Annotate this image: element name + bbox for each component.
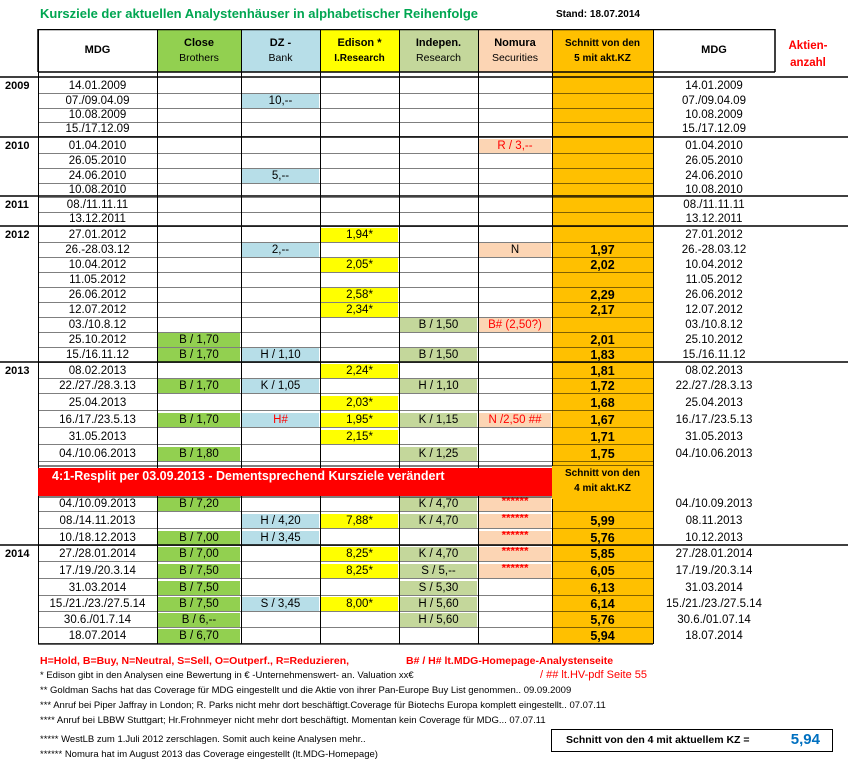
table-grid (0, 29, 848, 649)
rating-cell: B# (2,50?) (479, 318, 551, 332)
year-label: 2010 (5, 140, 30, 152)
rating-cell: 2,24* (321, 364, 398, 378)
year-label: 2011 (5, 199, 29, 211)
rating-cell: 6,14 (553, 597, 652, 611)
date-cell: 01.04.2010 (685, 140, 743, 152)
rating-cell: K / 4,70 (400, 497, 477, 511)
date-cell: 08.11.2013 (685, 515, 743, 527)
rating-cell: S / 5,30 (400, 581, 477, 595)
rating-cell: B / 1,70 (158, 413, 240, 427)
col-header-line1: Close (184, 36, 214, 49)
legend-nomura-note: ****** Nomura hat im August 2013 das Coverage eingestellt (lt.MDG-Homepage) (40, 749, 378, 760)
rating-cell: ****** (479, 514, 551, 528)
banner-avg-line2: 4 mit akt.KZ (574, 483, 631, 494)
rating-cell: H / 5,60 (400, 613, 477, 627)
date-cell: 10.08.2009 (68, 109, 127, 121)
rating-cell: 6,13 (553, 581, 652, 595)
rating-cell: B / 6,70 (158, 629, 240, 643)
date-cell: 07./09.04.09 (65, 95, 130, 107)
col-header-line2: 5 mit akt.KZ (574, 52, 631, 64)
banner-avg-label (552, 466, 653, 499)
date-cell: 16./17./23.5.13 (59, 414, 136, 426)
rating-cell: 5,94 (553, 629, 652, 643)
date-cell: 31.05.2013 (68, 431, 127, 443)
rating-cell: ****** (479, 531, 551, 545)
rating-cell: ****** (479, 547, 551, 561)
date-cell: 18.07.2014 (685, 630, 743, 642)
date-cell: 25.10.2012 (68, 334, 127, 346)
year-label: 2012 (5, 229, 30, 241)
date-cell: 10.04.2012 (68, 259, 127, 271)
date-cell: 07./09.04.09 (682, 95, 746, 107)
rating-cell: 5,76 (553, 613, 652, 627)
legend-lbbw-note: **** Anruf bei LBBW Stuttgart; Hr.Frohnmeyer nicht mehr dort beschäftigt. Momentan kein Coverage für MDG... 07.07.11 (40, 715, 546, 726)
date-cell: 11.05.2012 (69, 274, 126, 286)
rating-cell: K / 4,70 (400, 514, 477, 528)
date-cell: 26.-28.03.12 (681, 244, 747, 256)
rating-cell: 2,05* (321, 258, 398, 272)
rating-cell: 1,83 (553, 348, 652, 362)
date-cell: 27./28.01.2014 (59, 548, 136, 560)
aktienanzahl-line2: anzahl (790, 57, 826, 69)
date-cell: 08.02.2013 (68, 365, 127, 377)
date-cell: 15./16.11.12 (65, 349, 130, 361)
col-header-line1: Schnitt von den (565, 37, 640, 49)
date-cell: 10.04.2012 (685, 259, 743, 271)
date-cell: 10./18.12.2013 (59, 532, 136, 544)
date-cell: 12.07.2012 (68, 304, 127, 316)
rating-cell: 2,34* (321, 303, 398, 317)
legend-goldman-note: ** Goldman Sachs hat das Coverage für MDG eingestellt und die Aktie von ihrer Pan-Europe Buy List genommen.. 09.09.2009 (40, 685, 572, 696)
year-label: 2013 (5, 365, 30, 377)
rating-cell: K / 4,70 (400, 547, 477, 561)
summary-value: 5,94 (790, 731, 820, 748)
rating-cell: ****** (479, 564, 551, 578)
rating-cell: 1,94* (321, 228, 398, 242)
aktienanzahl-line1: Aktien- (788, 40, 828, 52)
date-cell: 08.02.2013 (685, 365, 743, 377)
col-header-line2: Bank (268, 51, 293, 64)
col-header-line1: Edison * (337, 36, 382, 49)
date-cell: 26.-28.03.12 (65, 244, 130, 256)
rating-cell: 6,05 (553, 564, 652, 578)
rating-cell: 1,68 (553, 396, 652, 410)
date-cell: 04./10.09.2013 (675, 498, 753, 510)
col-header-line1: MDG (84, 44, 111, 56)
rating-cell: N /2,50 ## (479, 413, 551, 427)
date-cell: 10.08.2010 (685, 184, 743, 196)
rating-cell: R / 3,-- (479, 139, 551, 153)
rating-cell: 2,29 (553, 288, 652, 302)
date-cell: 11.05.2012 (685, 274, 743, 286)
date-cell: 17./19./20.3.14 (675, 565, 753, 577)
col-header-line2: I.Research (334, 52, 385, 64)
date-cell: 04./10.09.2013 (59, 498, 136, 510)
date-cell: 10.08.2010 (68, 184, 127, 196)
date-cell: 15./21./23./27.5.14 (49, 598, 146, 610)
legend-piper-note: *** Anruf bei Piper Jaffray in London; R. Parks nicht mehr dort beschäftigt.Coverage für Biotechs Europa komplett eingestellt.. 07.07.11 (40, 700, 606, 711)
page-title: Kursziele der aktuellen Analystenhäuser in alphabetischer Reihenfolge (40, 6, 479, 21)
rating-cell: 1,71 (553, 430, 652, 444)
rating-cell: K / 1,15 (400, 413, 477, 427)
rating-cell: 1,72 (553, 379, 652, 393)
date-cell: 24.06.2010 (68, 170, 127, 182)
rating-cell: 7,88* (321, 514, 398, 528)
date-cell: 30.6./01.07.14 (677, 614, 751, 626)
date-cell: 24.06.2010 (685, 170, 743, 182)
date-cell: 14.01.2009 (685, 80, 743, 92)
date-cell: 15./17.12.09 (65, 123, 130, 135)
legend-westlb-note: ***** WestLB zum 1.Juli 2012 zerschlagen. Somit auch keine Analysen mehr.. (40, 734, 366, 745)
rating-cell: H# (242, 413, 319, 427)
rating-cell: N (479, 243, 551, 257)
date-cell: 04./10.06.2013 (59, 448, 136, 460)
rating-cell: B / 7,50 (158, 581, 240, 595)
rating-cell: B / 6,-- (158, 613, 240, 627)
col-header-line2: Research (416, 51, 461, 64)
date-cell: 04./10.06.2013 (675, 448, 753, 460)
year-label: 2014 (5, 548, 30, 560)
rating-cell: 2,-- (242, 243, 319, 257)
rating-cell: H / 5,60 (400, 597, 477, 611)
rating-cell: 8,25* (321, 547, 398, 561)
legend-homepage-note: B# / H# lt.MDG-Homepage-Analystenseite (406, 655, 614, 667)
rating-cell: 1,75 (553, 447, 652, 461)
rating-cell: S / 5,-- (400, 564, 477, 578)
date-cell: 03./10.8.12 (685, 319, 743, 331)
date-cell: 13.12.2011 (685, 213, 743, 225)
date-cell: 08./11.11.11 (66, 199, 129, 211)
summary-box (551, 729, 833, 752)
date-cell: 25.04.2013 (685, 397, 743, 409)
date-cell: 03./10.8.12 (68, 319, 127, 331)
date-cell: 10.08.2009 (685, 109, 743, 121)
col-header-line1: MDG (701, 44, 727, 56)
rating-cell: 2,58* (321, 288, 398, 302)
date-cell: 25.04.2013 (68, 397, 127, 409)
rating-cell: B / 1,80 (158, 447, 240, 461)
date-cell: 31.03.2014 (68, 582, 127, 594)
date-cell: 15./17.12.09 (682, 123, 746, 135)
date-cell: 10.12.2013 (685, 532, 743, 544)
rating-cell: B / 1,70 (158, 379, 240, 393)
date-cell: 25.10.2012 (685, 334, 743, 346)
date-cell: 13.12.2011 (69, 213, 126, 225)
col-header-line1: DZ - (269, 36, 292, 49)
rating-cell: K / 1,05 (242, 379, 319, 393)
banner-avg-line1: Schnitt von den (565, 468, 640, 479)
rating-cell: 1,67 (553, 413, 652, 427)
date-cell: 17./19./20.3.14 (59, 565, 136, 577)
date-cell: 22./27./28.3.13 (675, 380, 753, 392)
date-cell: 01.04.2010 (68, 140, 127, 152)
rating-cell: B / 1,70 (158, 333, 240, 347)
rating-cell: H / 1,10 (400, 379, 477, 393)
rating-cell: B / 1,50 (400, 348, 477, 362)
date-cell: 27.01.2012 (68, 229, 127, 241)
rating-cell: 8,25* (321, 564, 398, 578)
date-cell: 16./17./23.5.13 (675, 414, 753, 426)
resplit-banner: 4:1-Resplit per 03.09.2013 - Dementsprechend Kursziele verändert (38, 468, 552, 496)
date-cell: 08./11.11.11 (683, 199, 745, 211)
date-cell: 26.06.2012 (68, 289, 127, 301)
summary-label: Schnitt von den 4 mit aktuellem KZ = (566, 734, 750, 746)
col-header-line2: Securities (491, 51, 539, 64)
date-cell: 22./27./28.3.13 (59, 380, 136, 392)
rating-cell: B / 1,70 (158, 348, 240, 362)
rating-cell: H / 4,20 (242, 514, 319, 528)
date-cell: 31.03.2014 (685, 582, 743, 594)
rating-cell: 5,76 (553, 531, 652, 545)
rating-cell: 5,-- (242, 169, 319, 183)
rating-cell: 2,03* (321, 396, 398, 410)
rating-cell: H / 1,10 (242, 348, 319, 362)
rating-cell: B / 7,50 (158, 564, 240, 578)
rating-cell: 1,95* (321, 413, 398, 427)
date-cell: 30.6./01.7.14 (63, 614, 132, 626)
rating-cell: 8,00* (321, 597, 398, 611)
date-cell: 12.07.2012 (685, 304, 743, 316)
date-cell: 31.05.2013 (685, 431, 743, 443)
date-cell: 26.06.2012 (685, 289, 743, 301)
rating-cell: H / 3,45 (242, 531, 319, 545)
rating-cell: 2,01 (553, 333, 652, 347)
date-cell: 27.01.2012 (685, 229, 743, 241)
date-cell: 27./28.01.2014 (675, 548, 753, 560)
rating-cell: B / 7,50 (158, 597, 240, 611)
date-cell: 18.07.2014 (68, 630, 127, 642)
date-cell: 15./21./23./27.5.14 (666, 598, 762, 610)
stand-date: Stand: 18.07.2014 (556, 9, 640, 20)
date-cell: 26.05.2010 (68, 155, 127, 167)
rating-cell: 1,81 (553, 364, 652, 378)
date-cell: 14.01.2009 (68, 80, 127, 92)
legend-hv-note: / ## lt.HV-pdf Seite 55 (540, 669, 648, 681)
rating-cell: S / 3,45 (242, 597, 319, 611)
legend-edison-note: * Edison gibt in den Analysen eine Bewertung in € -Unternehmenswert- an. Valuation xx€ (40, 670, 414, 681)
rating-cell: 2,17 (553, 303, 652, 317)
rating-cell: 5,99 (553, 514, 652, 528)
date-cell: 08./14.11.2013 (59, 515, 136, 527)
col-header-line1: Indepen. (415, 36, 462, 49)
legend-abbreviations: H=Hold, B=Buy, N=Neutral, S=Sell, O=Outperf., R=Reduzieren, (40, 655, 350, 667)
rating-cell: B / 7,00 (158, 531, 240, 545)
rating-cell: ****** (479, 497, 551, 511)
rating-cell: 1,97 (553, 243, 652, 257)
rating-cell: B / 7,00 (158, 547, 240, 561)
rating-cell: 2,15* (321, 430, 398, 444)
rating-cell: 5,85 (553, 547, 652, 561)
rating-cell: K / 1,25 (400, 447, 477, 461)
date-cell: 15./16.11.12 (682, 349, 746, 361)
rating-cell: 2,02 (553, 258, 652, 272)
rating-cell: B / 1,50 (400, 318, 477, 332)
year-label: 2009 (5, 80, 30, 92)
rating-cell: B / 7,20 (158, 497, 240, 511)
col-header-line1: Nomura (494, 36, 536, 49)
date-cell: 26.05.2010 (685, 155, 743, 167)
rating-cell: 10,-- (242, 94, 319, 108)
col-header-line2: Brothers (179, 51, 219, 64)
